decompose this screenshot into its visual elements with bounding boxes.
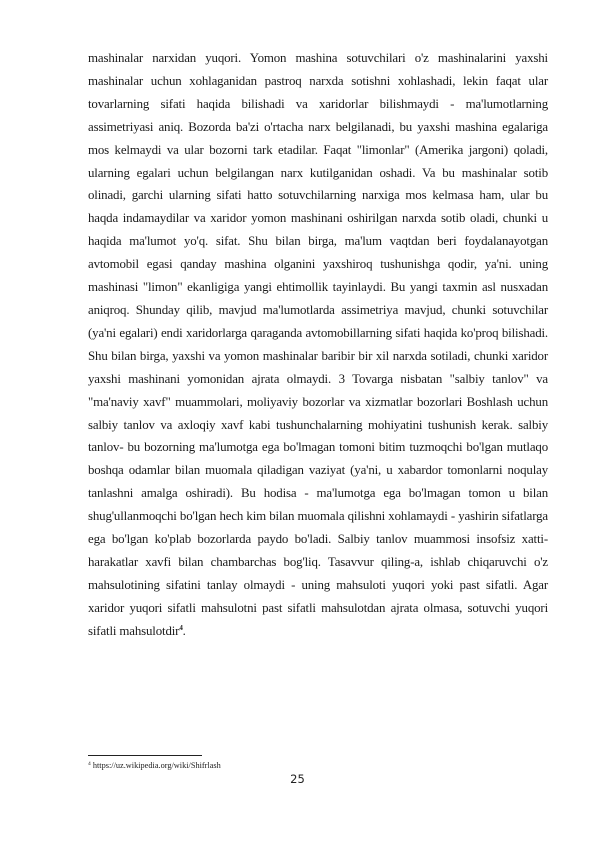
body-paragraph bbox=[88, 47, 548, 643]
footnote-mark: 4 bbox=[88, 761, 91, 767]
footnote bbox=[88, 760, 221, 771]
footnote-link-text[interactable]: https://uz.wikipedia.org/wiki/Shifrlash bbox=[90, 761, 221, 770]
footnote-separator bbox=[88, 755, 202, 756]
paragraph-text: mashinalar narxidan yuqori. Yomon mashina sotuvchilari o'z mashinalarini yaxshi mashinalar uchun xohlaganidan pastroq narxda sotishni xohlashadi, lekin faqat ular tovarlarning sifati haqida bilishadi va xaridorlar bilishmaydi - ma'lumotlarning assimetriyasi aniq. Bozorda ba'zi o'rtacha narx belgilanadi, bu yaxshi mashina egalariga mos kelmaydi va ular bozorni tark etadilar. Faqat "limonlar" (Amerika jargoni) qoladi, ularning egalari uchun belgilangan narx kutilganidan oshadi. Va bu mashinalar sotib olinadi, garchi ularning sifati hatto sotuvchilarning narxiga mos kelmasa ham, ular bu haqda indamaydilar va xaridor yomon mashinani oshirilgan narxda sotib oladi, chunki u haqida ma'lumot yo'q. sifat. Shu bilan birga, ma'lum vaqtdan beri foydalanayotgan avtomobil egasi qanday mashina olganini yaxshiroq tushunishga qodir, ya'ni. uning mashinasi "limon" ekanligiga yangi ehtimollik tayinlaydi. Bu yangi taxmin asl nusxadan aniqroq. Shunday qilib, mavjud ma'lumotlarda assimetriya mavjud, chunki sotuvchilar (ya'ni egalari) endi xaridorlarga qaraganda avtomobillarning sifati haqida ko'proq bilishadi. Shu bilan birga, yaxshi va yomon mashinalar baribir bir xil narxda sotiladi, chunki xaridor yaxshi mashinani yomonidan ajrata olmaydi. 3 Tovarga nisbatan "salbiy tanlov" va "ma'naviy xavf" muammolari, moliyaviy bozorlar va xizmatlar bozorlari Boshlash uchun salbiy tanlov va axloqiy xavf kabi tushunchalarning mohiyatini tushunish kerak. salbiy tanlov- bu bozorning ma'lumotga ega bo'lmagan tomoni bitim tuzmoqchi bo'lgan mutlaqo boshqa odamlar bilan muomala qiladigan vaziyat (ya'ni, u xabardor tomonlarni noqulay tanlashni amalga oshiradi). Bu hodisa - ma'lumotga ega bo'lmagan tomon u bilan shug'ullanmoqchi bo'lgan hech kim bilan muomala qilishni xohlamaydi - yashirin sifatlarga ega bo'lgan ko'plab bozorlarda paydo bo'ladi. Salbiy tanlov muammosi insofsiz xatti-harakatlar xavfi bilan chambarchas bog'liq. Tasavvur qiling-a, ishlab chiqaruvchi o'z mahsulotining sifatini tanlay olmaydi - uning mahsuloti yuqori yoki past sifatli. Agar xaridor yuqori sifatli mahsulotni past sifatli mahsulotdan ajrata olmasa, sotuvchi yuqori sifatli mahsulotdir bbox=[88, 51, 548, 638]
footnote-reference-mark: 4 bbox=[179, 623, 183, 632]
paragraph-end-punctuation: . bbox=[182, 623, 186, 638]
page-number: 25 bbox=[290, 772, 305, 786]
